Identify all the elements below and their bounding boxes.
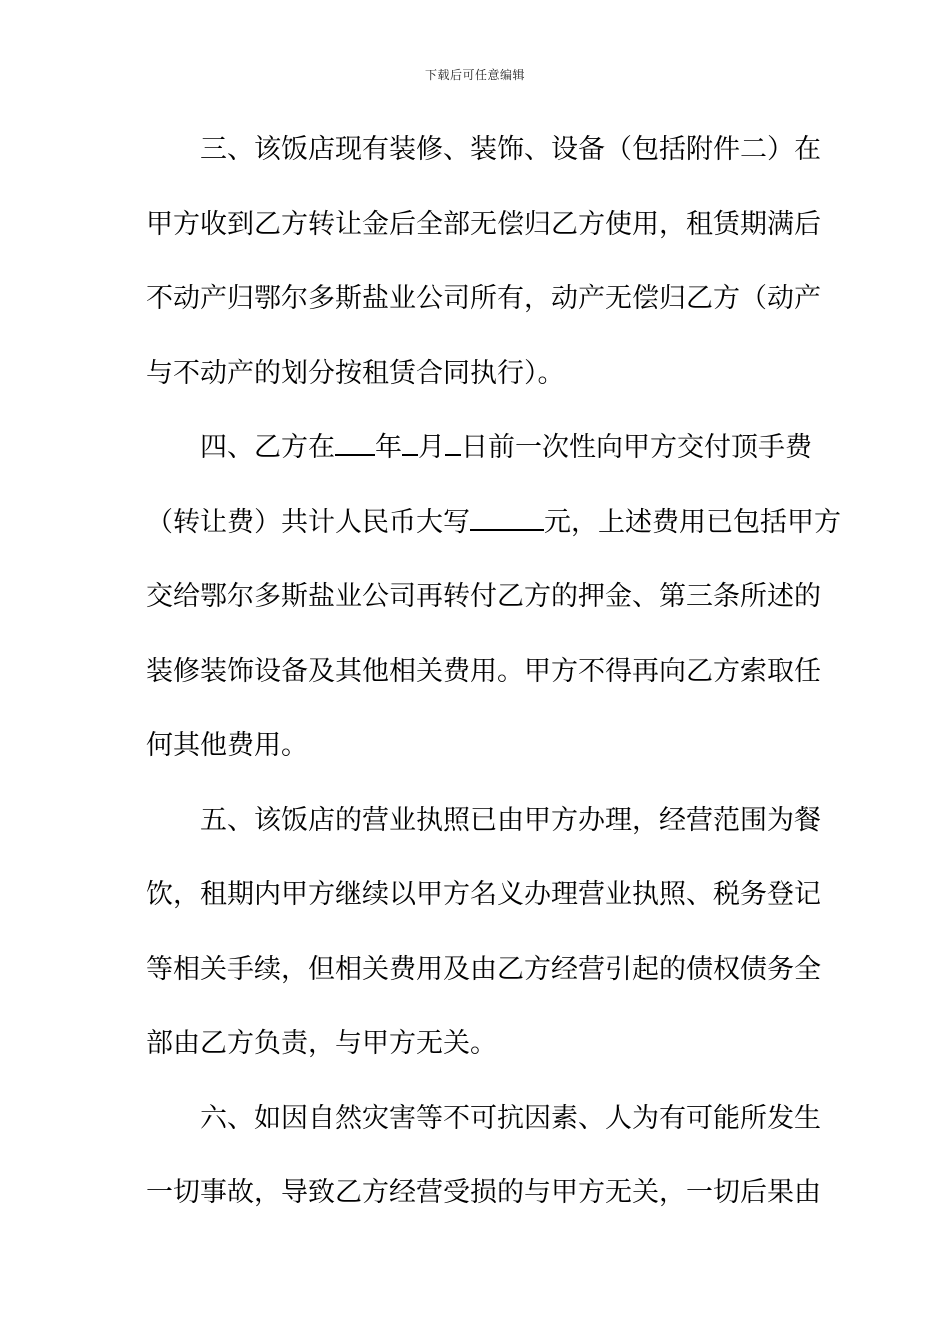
clause-5-line-2: 饮，租期内甲方继续以甲方名义办理营业执照、税务登记 [146, 879, 821, 910]
clause-3-line-2: 甲方收到乙方转让金后全部无偿归乙方使用，租赁期满后 [146, 208, 821, 240]
clause-5-line-1: 五、该饭店的营业执照已由甲方办理，经营范围为餐 [200, 804, 821, 836]
clause-4-line-4: 装修装饰设备及其他相关费用。甲方不得再向乙方索取任 [146, 655, 821, 687]
clause-3-line-1: 三、该饭店现有装修、装饰、设备（包括附件二）在 [200, 134, 821, 165]
amount-blank [470, 503, 544, 531]
clause-5-line-3: 等相关手续，但相关费用及由乙方经营引起的债权债务全 [146, 953, 821, 985]
clause-4-line-5: 何其他费用。 [146, 730, 308, 761]
contract-body [146, 128, 841, 1246]
clause-6-line-2: 一切事故，导致乙方经营受损的与甲方无关，一切后果由 [146, 1177, 821, 1208]
clause-4-text-e: （转让费）共计人民币大写 [146, 506, 470, 538]
clause-4-text-a: 四、乙方在 [200, 432, 335, 463]
clause-4-line-2 [146, 501, 841, 576]
page-header: 下载后可任意编辑 [424, 68, 525, 82]
clause-4-text-f: 元，上述费用已包括甲方 [544, 506, 841, 538]
clause-4-line-3: 交给鄂尔多斯盐业公司再转付乙方的押金、第三条所述的 [146, 581, 821, 612]
clause-4-text-d: 日前一次性向甲方交付顶手费 [461, 432, 812, 463]
month-blank [402, 428, 418, 456]
year-blank [335, 428, 375, 456]
clause-3-line-3: 不动产归鄂尔多斯盐业公司所有，动产无偿归乙方（动产 [146, 283, 821, 314]
clause-5-line-4: 部由乙方负责，与甲方无关。 [146, 1028, 497, 1059]
year-label: 年 [375, 432, 402, 463]
day-blank [445, 428, 461, 456]
month-label: 月 [418, 432, 445, 463]
clause-4-line-1 [146, 426, 812, 501]
clause-6-line-1: 六、如因自然灾害等不可抗因素、人为有可能所发生 [200, 1102, 821, 1134]
clause-3-line-4: 与不动产的划分按租赁合同执行）。 [146, 357, 565, 389]
